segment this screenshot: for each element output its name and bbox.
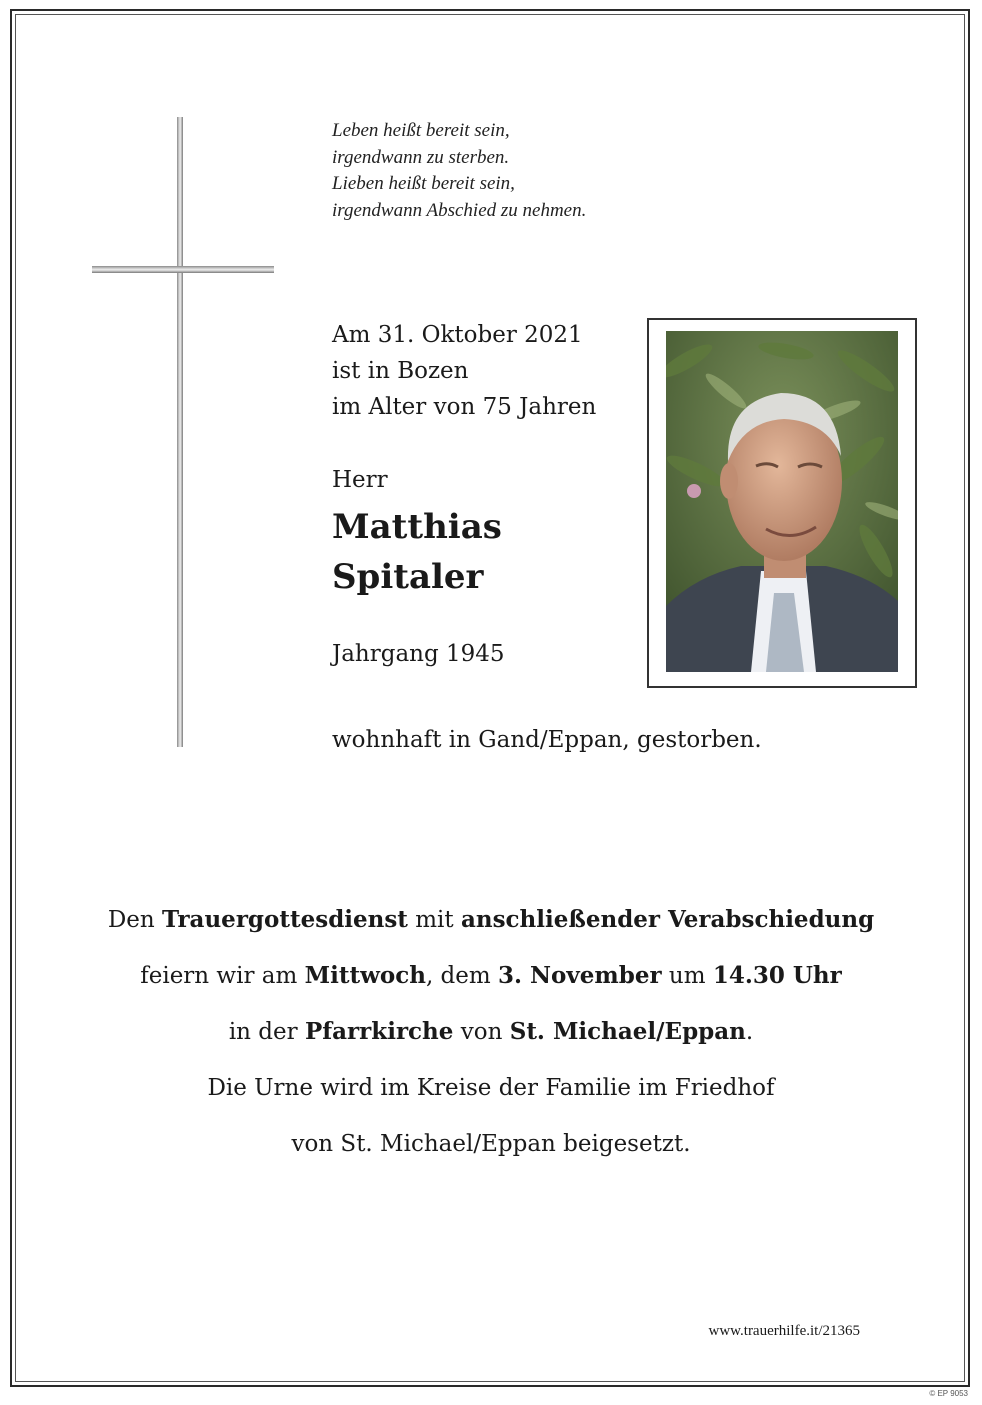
service-time: 14.30 Uhr [712,962,842,989]
funeral-service-details [40,892,942,1172]
text: . [745,1019,754,1045]
service-farewell: anschließender Verabschiedung [460,906,875,933]
service-type: Trauergottesdienst [162,906,408,933]
text: von [453,1019,510,1045]
service-line-1 [40,892,942,948]
service-line-4: Die Urne wird im Kreise der Familie im Friedhof [207,1075,775,1101]
portrait-photo [666,331,898,672]
text: Den [107,907,162,933]
text: feiern wir am [140,963,305,989]
birth-year: Jahrgang 1945 [332,641,505,667]
first-name: Matthias [332,507,502,547]
death-age: im Alter von 75 Jahren [332,394,597,420]
cross-vertical-bar [177,117,183,747]
salutation: Herr [332,467,388,493]
deceased-name [332,502,502,602]
poem [332,118,586,224]
service-line-2 [40,948,942,1004]
residence: wohnhaft in Gand/Eppan, gestorben. [332,727,762,753]
portrait-frame [647,318,917,688]
last-name: Spitaler [332,557,484,597]
text: mit [407,907,461,933]
footer-code: © EP 9053 [929,1389,968,1398]
text: um [661,963,713,989]
service-location: St. Michael/Eppan [509,1018,746,1045]
text: in der [228,1019,305,1045]
service-venue: Pfarrkirche [304,1018,454,1045]
poem-line: irgendwann zu sterben. [332,146,510,168]
death-place: ist in Bozen [332,358,469,384]
service-date: 3. November [498,962,662,989]
death-announcement [332,317,596,425]
footer-url[interactable]: www.trauerhilfe.it/21365 [708,1323,860,1339]
service-line-3 [40,1004,942,1060]
poem-line: irgendwann Abschied zu nehmen. [332,199,587,221]
service-line-5: von St. Michael/Eppan beigesetzt. [291,1131,691,1157]
poem-line: Leben heißt bereit sein, [332,120,510,141]
poem-line: Lieben heißt bereit sein, [332,173,515,194]
death-date: Am 31. Oktober 2021 [332,322,583,348]
service-weekday: Mittwoch [304,962,426,989]
text: , dem [425,963,499,989]
cross-horizontal-bar [92,266,274,273]
